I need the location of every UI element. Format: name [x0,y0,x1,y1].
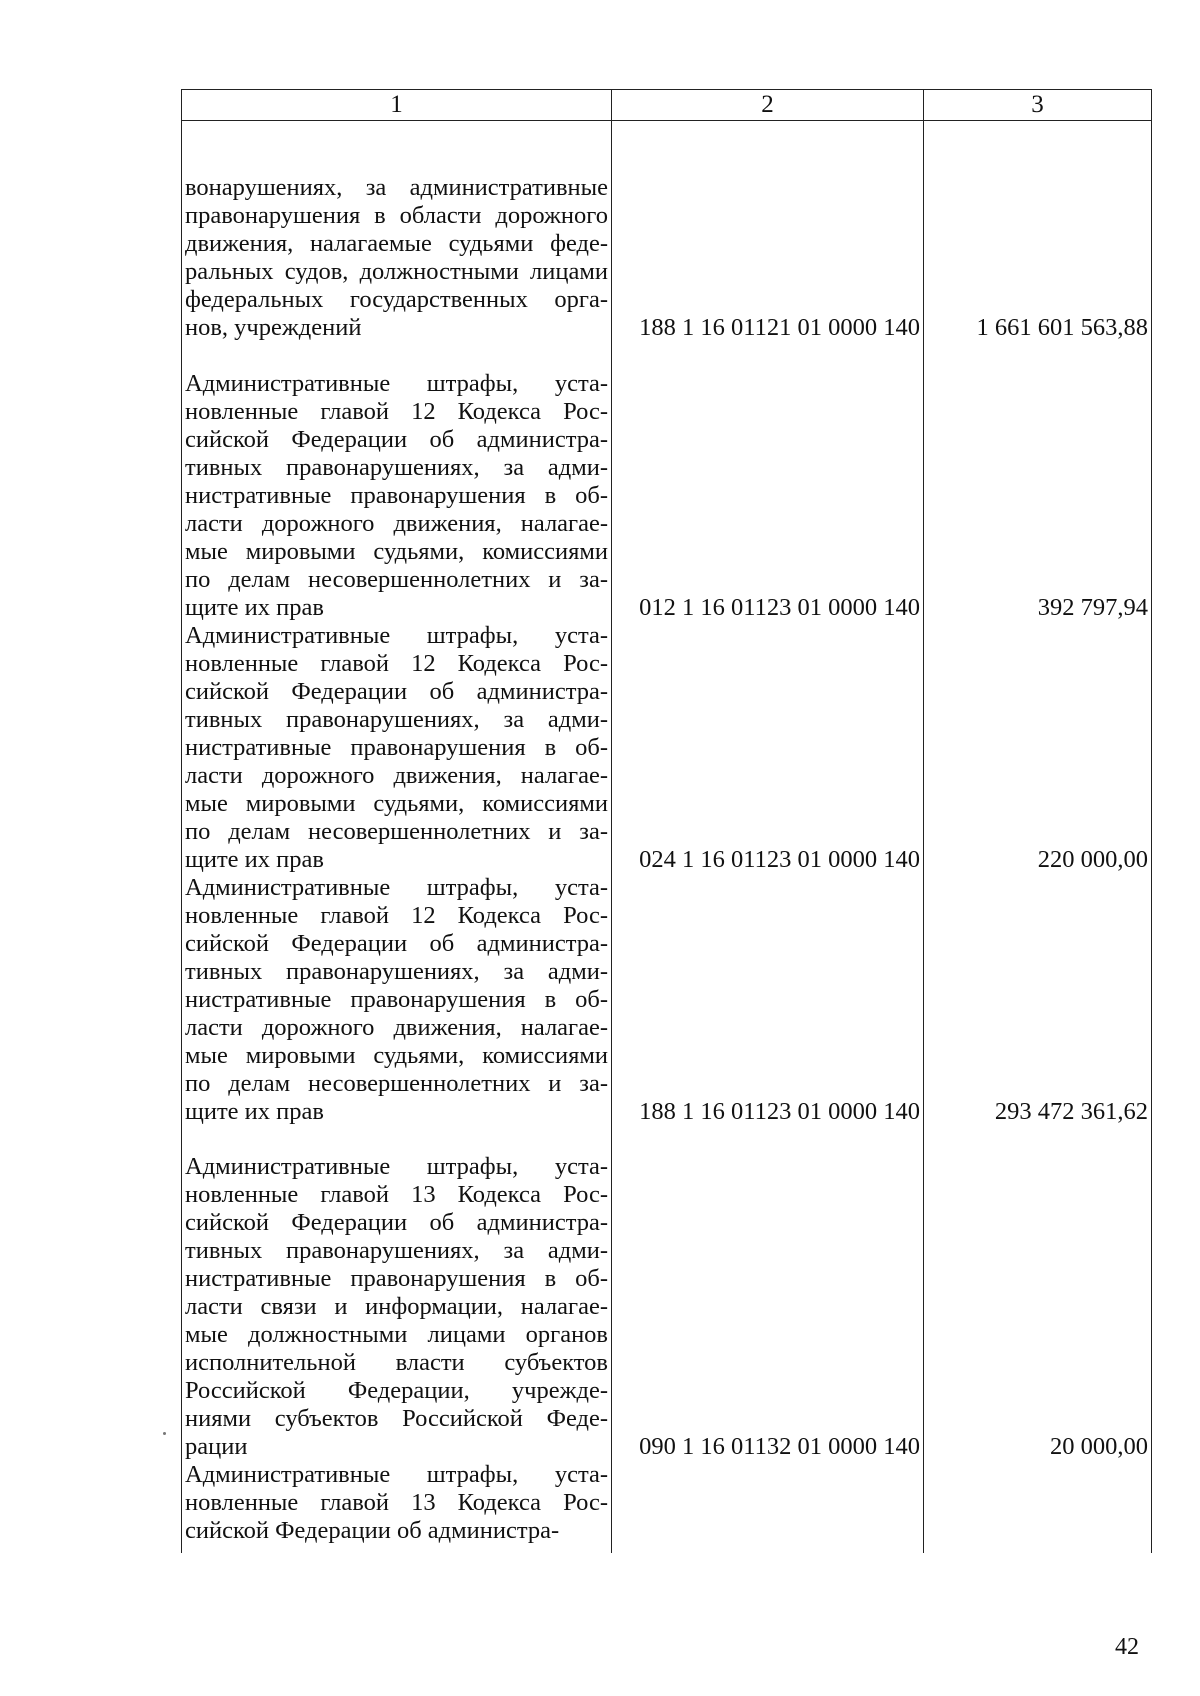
table-row [182,622,1152,874]
description-line: Административные штрафы, уста- [185,873,608,901]
table-row [182,874,1152,1126]
description-line: сийской Федерации об администра- [185,677,608,705]
budget-classification-code: 188 1 16 01121 01 0000 140 [612,121,924,342]
description-line: Административные штрафы, уста- [185,621,608,649]
amount-value: 293 472 361,62 [924,874,1152,1126]
description-line: сийской Федерации об администра- [185,1516,560,1544]
description-line: вонарушениях, за административные [185,173,608,201]
column-header-1: 1 [182,90,612,121]
budget-classification-code: 188 1 16 01123 01 0000 140 [612,874,924,1126]
budget-classification-code: 012 1 16 01123 01 0000 140 [612,342,924,622]
description-line: ласти дорожного движения, налагае- [185,509,608,537]
scan-speck [163,1432,166,1435]
table-row [182,1461,1152,1553]
description-line: по делам несовершеннолетних и за- [185,817,608,845]
description-line: федеральных государственных орга- [185,285,608,313]
description-line: рации [185,1432,248,1460]
amount-value: 392 797,94 [924,342,1152,622]
description-line: нистративные правонарушения в об- [185,985,608,1013]
table-header-row [182,90,1152,121]
page-number: 42 [1115,1634,1139,1660]
amount-value: 20 000,00 [924,1126,1152,1461]
description-line: тивных правонарушениях, за адми- [185,957,608,985]
column-header-3: 3 [924,90,1152,121]
table-row [182,342,1152,622]
description-line: ниями субъектов Российской Феде- [185,1404,608,1432]
description-line: ласти связи и информации, налагае- [185,1292,608,1320]
description-line: мые должностными лицами органов [185,1320,608,1348]
description-line: тивных правонарушениях, за адми- [185,705,608,733]
description-line: щите их прав [185,845,324,873]
description-line: правонарушения в области дорожного [185,201,608,229]
description-line: новленные главой 12 Кодекса Рос- [185,901,608,929]
description-line: по делам несовершеннолетних и за- [185,565,608,593]
column-header-2: 2 [612,90,924,121]
description-line: тивных правонарушениях, за адми- [185,453,608,481]
description-line: ральных судов, должностными лицами [185,257,608,285]
description-line: нистративные правонарушения в об- [185,481,608,509]
revenue-description [182,121,612,342]
description-line: Административные штрафы, уста- [185,1152,608,1180]
description-line: Административные штрафы, уста- [185,1460,608,1488]
description-line: ласти дорожного движения, налагае- [185,1013,608,1041]
description-line: щите их прав [185,593,324,621]
revenue-description [182,342,612,622]
description-line: сийской Федерации об администра- [185,1208,608,1236]
budget-classification-code: 024 1 16 01123 01 0000 140 [612,622,924,874]
revenue-table [181,89,1152,1553]
description-line: нистративные правонарушения в об- [185,1264,608,1292]
table-row [182,121,1152,342]
description-line: щите их прав [185,1097,324,1125]
revenue-description [182,622,612,874]
description-line: движения, налагаемые судьями феде- [185,229,608,257]
description-line: новленные главой 12 Кодекса Рос- [185,397,608,425]
description-line: тивных правонарушениях, за адми- [185,1236,608,1264]
revenue-description [182,874,612,1126]
revenue-description [182,1126,612,1461]
description-line: по делам несовершеннолетних и за- [185,1069,608,1097]
description-line: исполнительной власти субъектов [185,1348,608,1376]
description-line: сийской Федерации об администра- [185,425,608,453]
description-line: нистративные правонарушения в об- [185,733,608,761]
revenue-description [182,1461,612,1553]
amount-value [924,1461,1152,1553]
description-line: Российской Федерации, учрежде- [185,1376,608,1404]
description-line: сийской Федерации об администра- [185,929,608,957]
description-line: мые мировыми судьями, комиссиями [185,1041,608,1069]
description-line: мые мировыми судьями, комиссиями [185,537,608,565]
description-line: нов, учреждений [185,313,362,341]
amount-value: 220 000,00 [924,622,1152,874]
table-row [182,1126,1152,1461]
description-line: мые мировыми судьями, комиссиями [185,789,608,817]
description-line: Административные штрафы, уста- [185,369,608,397]
amount-value: 1 661 601 563,88 [924,121,1152,342]
budget-classification-code: 090 1 16 01132 01 0000 140 [612,1126,924,1461]
description-line: новленные главой 13 Кодекса Рос- [185,1488,608,1516]
description-line: новленные главой 13 Кодекса Рос- [185,1180,608,1208]
budget-classification-code [612,1461,924,1553]
description-line: ласти дорожного движения, налагае- [185,761,608,789]
description-line: новленные главой 12 Кодекса Рос- [185,649,608,677]
